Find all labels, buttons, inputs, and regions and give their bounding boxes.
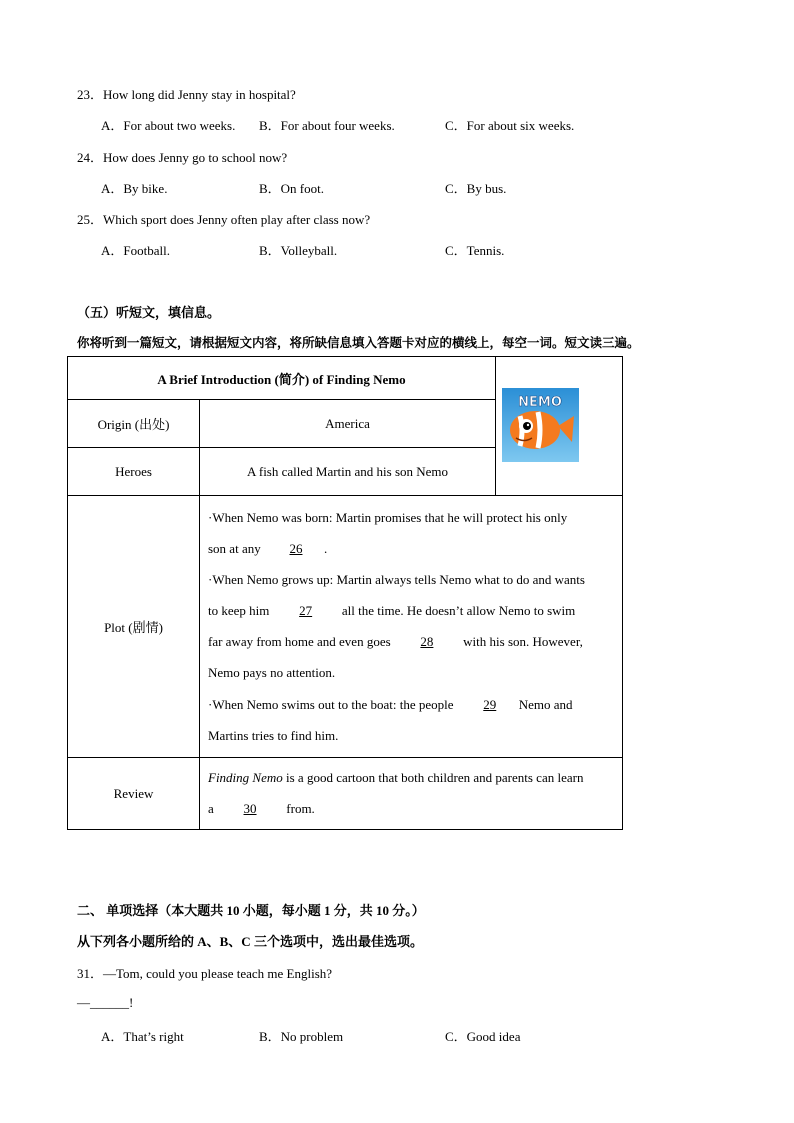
review-line-1-text: is a good cartoon that both children and parents can learn — [282, 770, 584, 785]
plot-line-4-text: to keep him — [208, 603, 270, 618]
plot-cell — [200, 496, 623, 758]
blank-28: 28 — [420, 634, 434, 649]
poster-title: NEMO — [518, 395, 562, 410]
plot-line-1: ·When Nemo was born: Martin promises that he will protect his only — [208, 510, 568, 525]
q24-option-a: A．By bike. — [101, 181, 168, 196]
section-5-instruction: 你将听到一篇短文，请根据短文内容，将所缺信息填入答题卡对应的横线上，每空一词。短文读三遍。 — [77, 336, 640, 350]
question-31-stem: 31．—Tom, could you please teach me English? — [77, 966, 333, 981]
question-23-stem: 23．How long did Jenny stay in hospital? — [77, 87, 296, 102]
plot-line-4-end: all the time. He doesn’t allow Nemo to swim — [341, 603, 576, 618]
blank-26: 26 — [289, 541, 303, 556]
q25-option-c: C．Tennis. — [445, 243, 505, 258]
plot-line-8: Martins tries to find him. — [208, 728, 339, 743]
blank-29: 29 — [483, 697, 497, 712]
plot-line-6: Nemo pays no attention. — [208, 665, 336, 680]
review-label: Review — [68, 758, 200, 830]
part-2-title: 二、 单项选择（本大题共 10 小题，每小题 1 分，共 10 分。） — [77, 903, 425, 918]
question-25-stem: 25．Which sport does Jenny often play after class now? — [77, 212, 371, 227]
plot-line-2 — [208, 541, 327, 557]
q24-option-b: B．On foot. — [259, 181, 325, 196]
plot-line-2-end: . — [323, 541, 328, 556]
q24-option-c: C．By bus. — [445, 181, 507, 196]
plot-line-7 — [208, 697, 573, 713]
review-line-2-end: from. — [286, 801, 315, 816]
review-line-1 — [208, 770, 583, 786]
question-24-stem: 24．How does Jenny go to school now? — [77, 150, 288, 165]
heroes-value: A fish called Martin and his son Nemo — [200, 448, 496, 496]
q31-option-b: B．No problem — [259, 1029, 344, 1044]
plot-line-7-text: ·When Nemo swims out to the boat: the people — [208, 697, 454, 712]
plot-line-4 — [208, 603, 575, 619]
origin-value: America — [200, 400, 496, 448]
plot-line-2-text: son at any — [208, 541, 261, 556]
q31-option-a: A．That’s right — [101, 1029, 184, 1044]
finding-nemo-poster-image — [502, 388, 579, 462]
plot-line-5 — [208, 634, 583, 650]
review-movie-title: Finding Nemo — [208, 770, 283, 785]
plot-line-7-end: Nemo and — [518, 697, 573, 712]
review-line-2 — [208, 801, 315, 817]
table-title: A Brief Introduction (简介) of Finding Nemo — [68, 357, 496, 400]
review-line-2-text: a — [208, 801, 214, 816]
q23-option-c: C．For about six weeks. — [445, 118, 575, 133]
q25-option-a: A．Football. — [101, 243, 170, 258]
q23-option-a: A．For about two weeks. — [101, 118, 236, 133]
plot-label: Plot (剧情) — [68, 496, 200, 758]
review-cell — [200, 758, 623, 830]
plot-line-5-text: far away from home and even goes — [208, 634, 391, 649]
question-31-answer-line: —______! — [77, 995, 134, 1010]
plot-line-3: ·When Nemo grows up: Martin always tells Nemo what to do and wants — [208, 572, 585, 587]
origin-label: Origin (出处) — [68, 400, 200, 448]
q23-option-b: B．For about four weeks. — [259, 118, 395, 133]
plot-line-5-end: with his son. However, — [463, 634, 583, 649]
section-5-title: （五）听短文，填信息。 — [77, 305, 221, 320]
q31-option-c: C．Good idea — [445, 1029, 521, 1044]
q25-option-b: B．Volleyball. — [259, 243, 338, 258]
blank-27: 27 — [299, 603, 313, 618]
heroes-label: Heroes — [68, 448, 200, 496]
part-2-instruction: 从下列各小题所给的 A、B、C 三个选项中，选出最佳选项。 — [77, 934, 423, 949]
blank-30: 30 — [243, 801, 257, 816]
